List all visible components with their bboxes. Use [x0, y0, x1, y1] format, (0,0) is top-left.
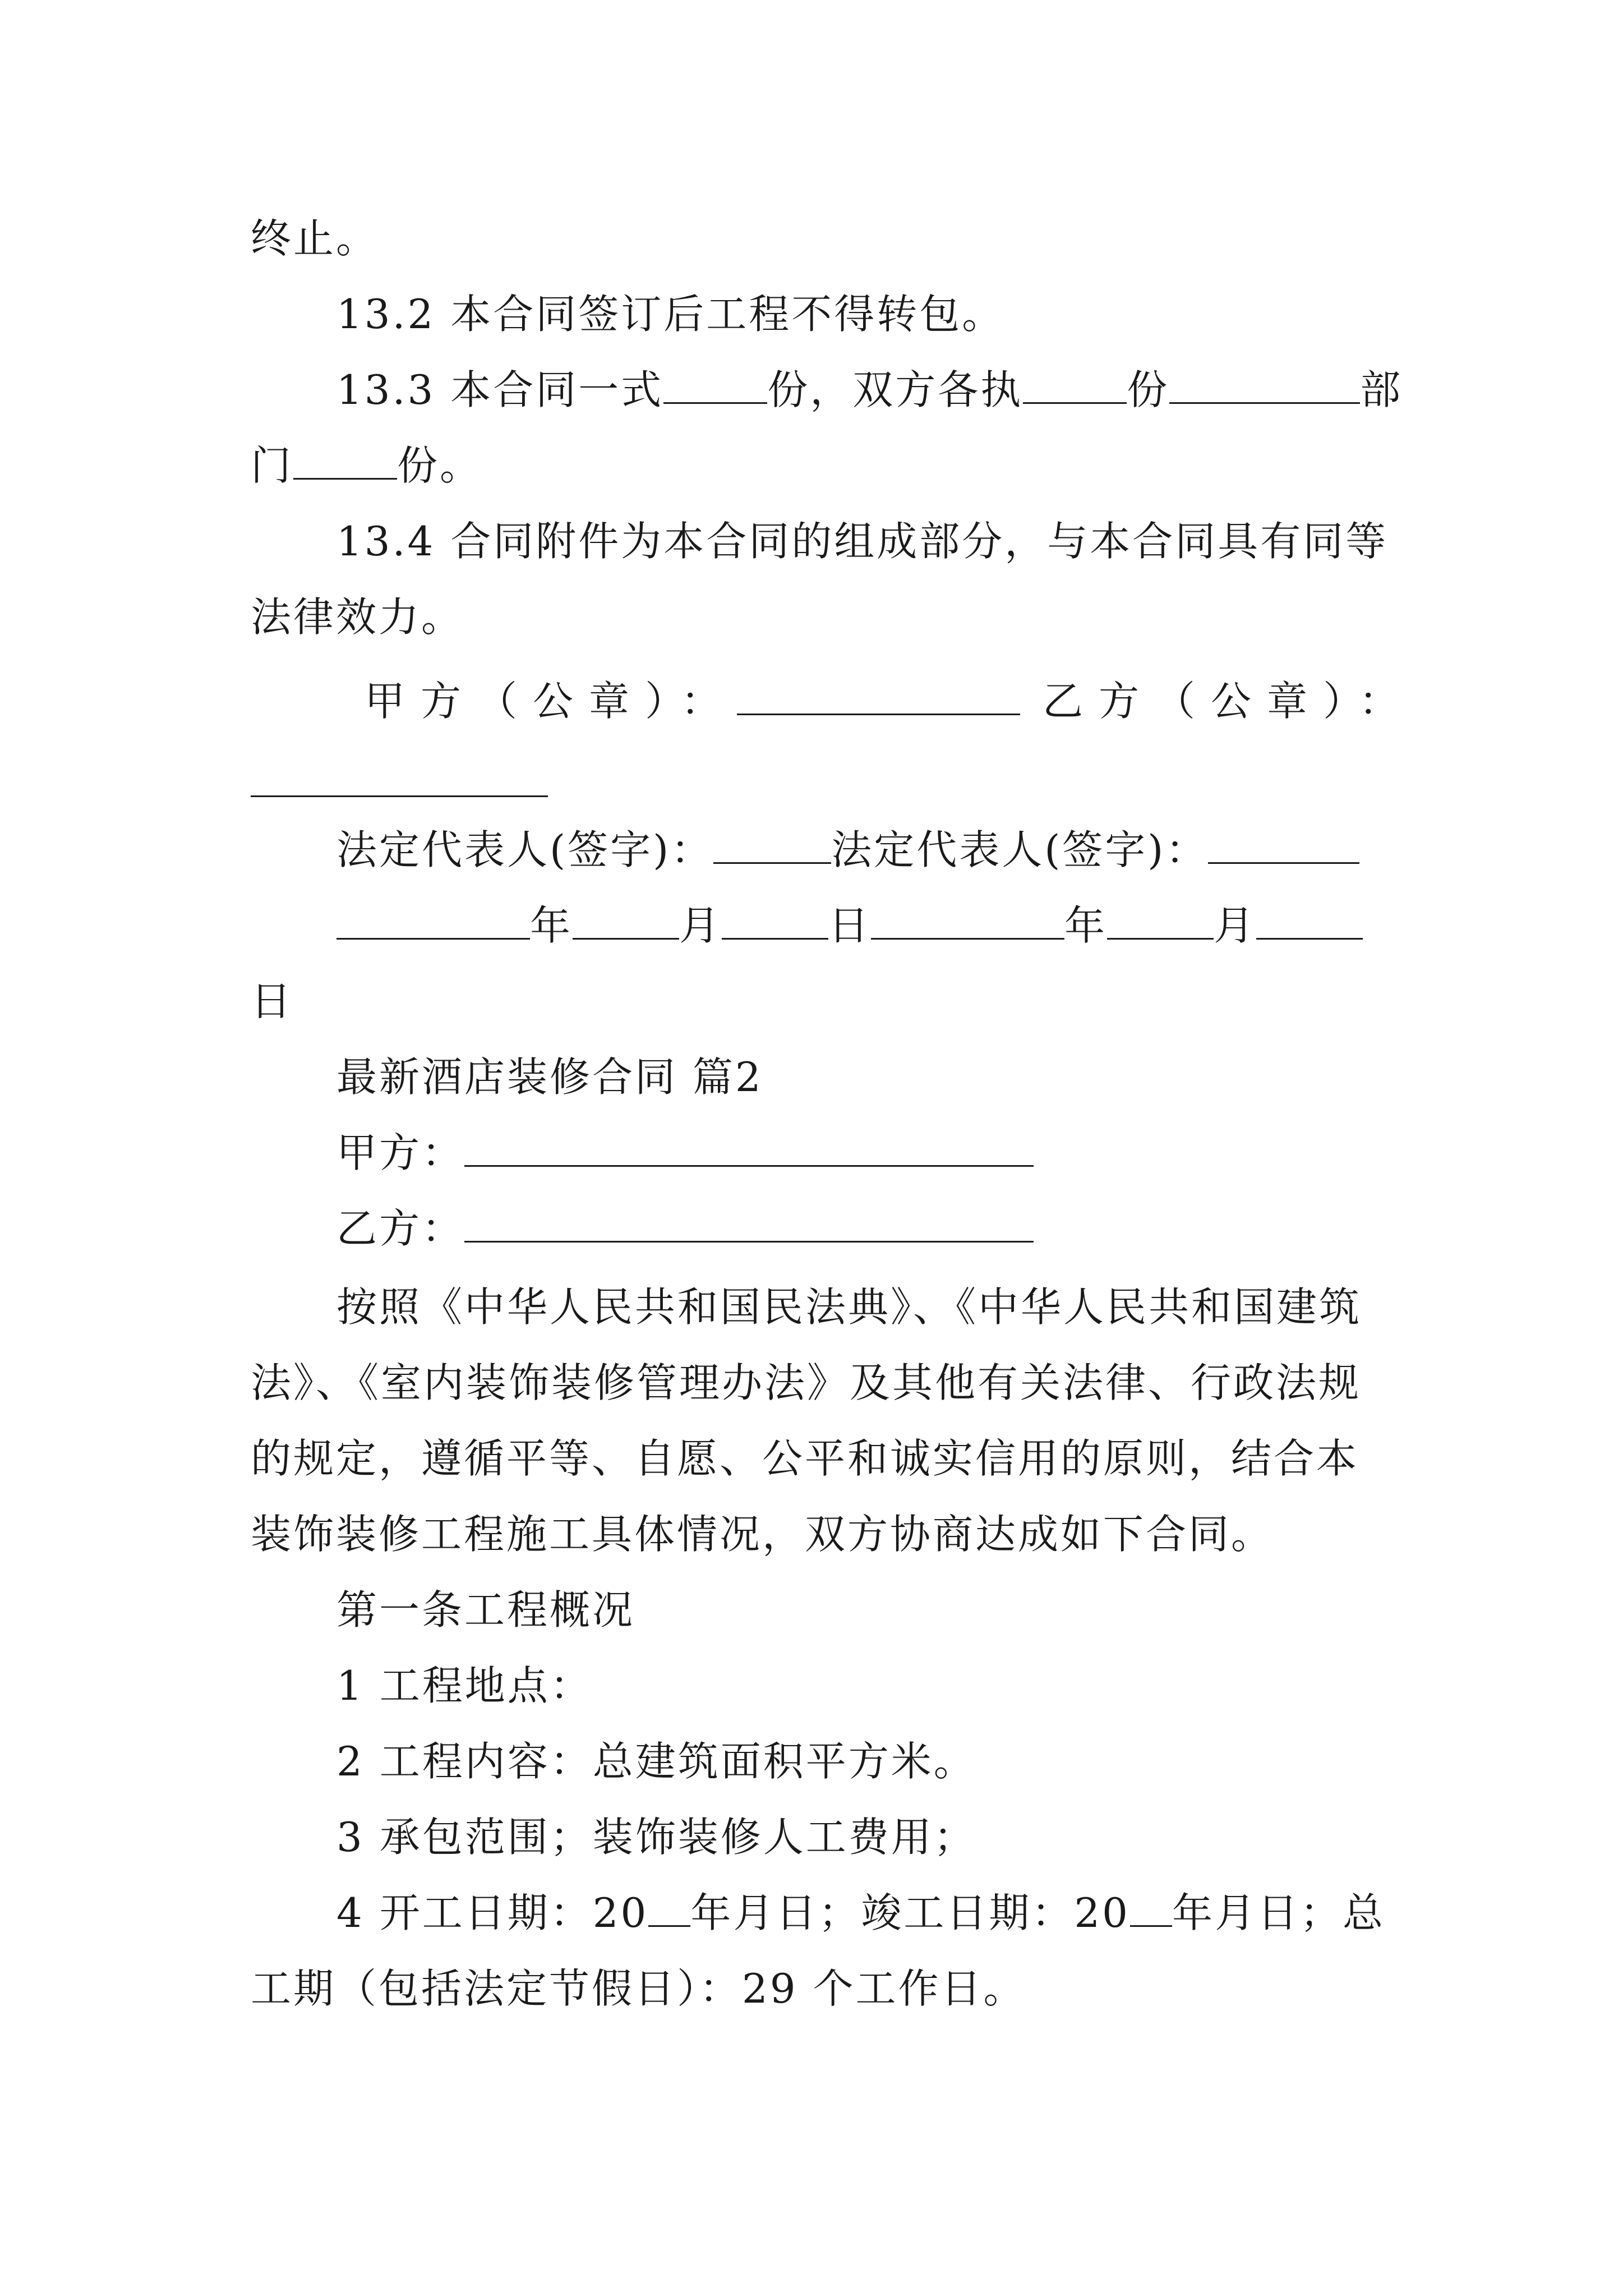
text: 份。 — [397, 442, 483, 489]
blank-end-year — [1130, 1881, 1172, 1927]
blank — [1107, 894, 1214, 940]
blank-copies-each — [1023, 358, 1127, 404]
rep-b-label: 法定代表人(签字)： — [831, 826, 1209, 873]
text: 年月日；竣工日期：20 — [690, 1889, 1130, 1936]
text: 1 工程地点： — [336, 1662, 593, 1709]
text: 份 — [1127, 366, 1170, 413]
blank-copies-total — [663, 358, 767, 404]
party-b-seal-blank — [251, 795, 548, 797]
text: 最新酒店装修合同 篇2 — [336, 1053, 763, 1101]
text: 部 — [1360, 366, 1403, 413]
text: 法》、《室内装饰装修管理办法》及其他有关法律、行政法规 — [251, 1359, 1362, 1406]
item-1 — [336, 1652, 593, 1719]
party-b-seal-label: 乙方（公章）： — [1043, 678, 1415, 725]
text: 年 — [1064, 902, 1108, 949]
text: 门 — [251, 442, 294, 489]
section2-party-b — [336, 1195, 1034, 1262]
text: 13.2 本合同签订后工程不得转包。 — [336, 291, 1005, 338]
blank — [722, 894, 828, 940]
article-1-title — [336, 1576, 635, 1644]
text: 年 — [530, 902, 573, 949]
termination-text — [251, 205, 379, 272]
text: 月 — [1214, 902, 1257, 949]
text: 4 开工日期：20 — [336, 1889, 649, 1936]
blank-department — [1169, 358, 1360, 404]
preamble-line-4 — [251, 1501, 1274, 1568]
clause-13-4-line1 — [336, 508, 1388, 575]
text: 日 — [251, 978, 294, 1025]
date-line-end — [251, 968, 293, 1035]
seal-line — [365, 668, 1415, 735]
item-4-line2 — [251, 1955, 1026, 2022]
text: 日 — [828, 902, 872, 949]
blank — [1256, 894, 1363, 940]
clause-13-3-line2 — [251, 432, 482, 499]
text: 终止。 — [251, 215, 379, 262]
blank — [336, 894, 530, 940]
item-3 — [336, 1803, 976, 1871]
rep-b-blank — [1208, 818, 1359, 864]
clause-13-2 — [336, 280, 1004, 348]
text: 13.4 合同附件为本合同的组成部分，与本合同具有同等 — [336, 518, 1389, 565]
text: 3 承包范围；装饰装修人工费用； — [336, 1814, 976, 1861]
preamble-line-1 — [336, 1273, 1362, 1341]
preamble-line-2 — [251, 1349, 1361, 1416]
clause-13-4-line2 — [251, 583, 464, 651]
clause-13-3-line1 — [336, 356, 1403, 424]
text: 乙方： — [336, 1205, 465, 1252]
text: 工期（包括法定节假日）：29 个工作日。 — [251, 1965, 1026, 2012]
text: 第一条工程概况 — [336, 1586, 635, 1634]
text: 月 — [679, 902, 722, 949]
item-2 — [336, 1728, 976, 1795]
text: 份，双方各执 — [767, 366, 1023, 413]
section2-party-a — [336, 1119, 1034, 1186]
party-b-blank — [464, 1197, 1034, 1243]
representative-line — [336, 816, 1359, 884]
date-line — [336, 892, 1363, 959]
blank — [871, 894, 1064, 940]
text: 年月日；总 — [1172, 1889, 1385, 1936]
text: 的规定，遵循平等、自愿、公平和诚实信用的原则，结合本 — [251, 1435, 1359, 1482]
text: 装饰装修工程施工具体情况，双方协商达成如下合同。 — [251, 1511, 1274, 1558]
blank-start-year — [648, 1881, 690, 1927]
party-a-seal-label: 甲方（公章）： — [365, 678, 737, 725]
text: 按照《中华人民共和国民法典》、《中华人民共和国建筑 — [336, 1283, 1362, 1331]
text: 13.3 本合同一式 — [336, 366, 664, 413]
text: 法律效力。 — [251, 593, 464, 641]
rep-a-label: 法定代表人(签字)： — [336, 826, 714, 873]
party-a-blank — [464, 1121, 1034, 1167]
rep-a-blank — [713, 818, 831, 864]
text: 2 工程内容：总建筑面积平方米。 — [336, 1738, 976, 1785]
text: 甲方： — [336, 1129, 465, 1176]
preamble-line-3 — [251, 1425, 1359, 1492]
blank-dept-copies — [293, 434, 397, 480]
item-4-line1 — [336, 1879, 1385, 1947]
section2-title — [336, 1043, 763, 1111]
blank — [573, 894, 679, 940]
party-a-seal-blank — [737, 670, 1020, 715]
